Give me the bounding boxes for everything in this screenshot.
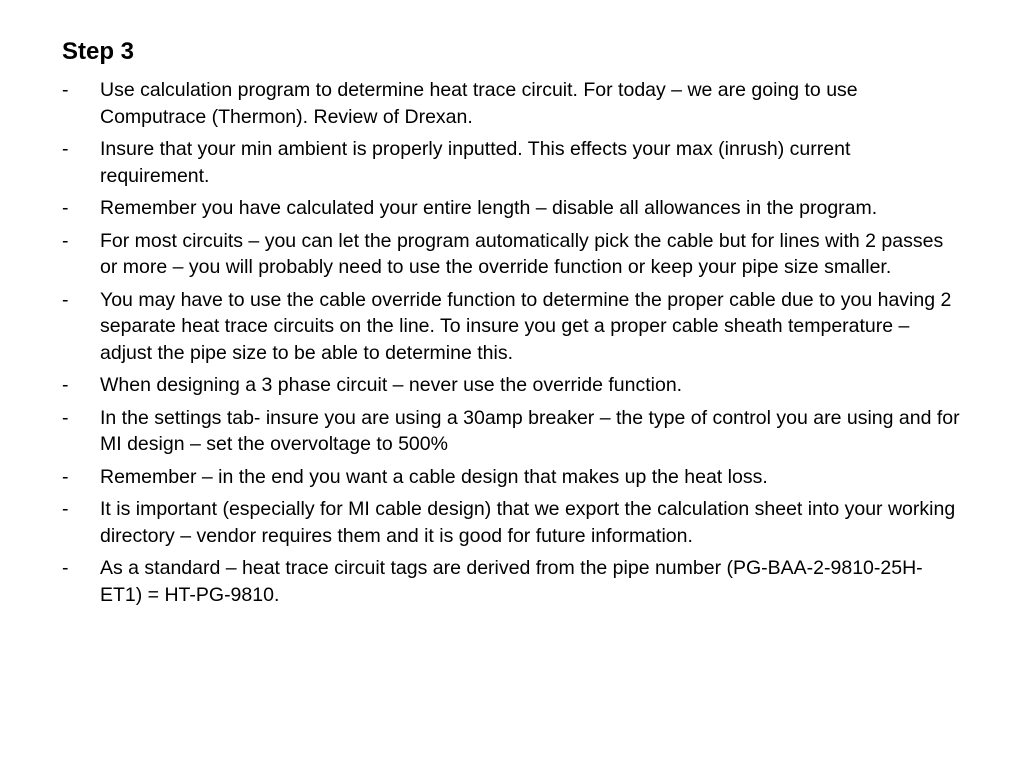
bullet-item: [62, 287, 962, 367]
bullet-item: [62, 77, 962, 130]
bullet-item: [62, 228, 962, 281]
bullet-item: [62, 555, 962, 608]
bullet-marker: -: [62, 288, 69, 311]
bullet-text: Remember you have calculated your entire length – disable all allowances in the program.: [100, 197, 878, 219]
bullet-text: It is important (especially for MI cable design) that we export the calculation sheet into your working directory – vendor requires them and it is good for future information.: [100, 498, 956, 547]
bullet-marker: -: [62, 498, 69, 520]
bullet-item: [62, 372, 962, 399]
bullet-marker: -: [62, 406, 69, 429]
bullet-item: [62, 496, 962, 549]
bullet-text: Insure that your min ambient is properly inputted. This effects your max (inrush) current requirement.: [100, 138, 851, 187]
bullet-text: You may have to use the cable override function to determine the proper cable due to you having 2 separate heat trace circuits on the line. To insure you get a proper cable sheath temperature – adjust the pipe size to be able to determine this.: [100, 288, 952, 364]
bullet-item: [62, 405, 962, 458]
bullet-text: As a standard – heat trace circuit tags are derived from the pipe number (PG-BAA-2-9810-25H-ET1) = HT-PG-9810.: [100, 557, 923, 606]
bullet-text: Use calculation program to determine heat trace circuit. For today – we are going to use Computrace (Thermon). Review of Drexan.: [100, 79, 858, 128]
bullet-marker: -: [62, 374, 69, 396]
bullet-item: [62, 464, 962, 491]
bullet-marker: -: [62, 138, 69, 160]
bullet-marker: -: [62, 465, 69, 488]
bullet-text: Remember – in the end you want a cable design that makes up the heat loss.: [100, 465, 768, 488]
bullet-item: [62, 195, 962, 222]
bullet-marker: -: [62, 557, 69, 579]
bullet-text: When designing a 3 phase circuit – never use the override function.: [100, 374, 683, 396]
bullet-marker: -: [62, 79, 69, 101]
bullet-marker: -: [62, 229, 69, 252]
bullet-text: In the settings tab- insure you are using a 30amp breaker – the type of control you are using and for MI design – set the overvoltage to 500%: [100, 406, 960, 455]
bullet-item: [62, 136, 962, 189]
bullet-list: [62, 77, 962, 614]
slide-title: Step 3: [62, 38, 135, 65]
bullet-text: For most circuits – you can let the program automatically pick the cable but for lines with 2 passes or more – you will probably need to use the override function or keep your pipe size smaller.: [100, 229, 944, 278]
bullet-marker: -: [62, 197, 69, 219]
